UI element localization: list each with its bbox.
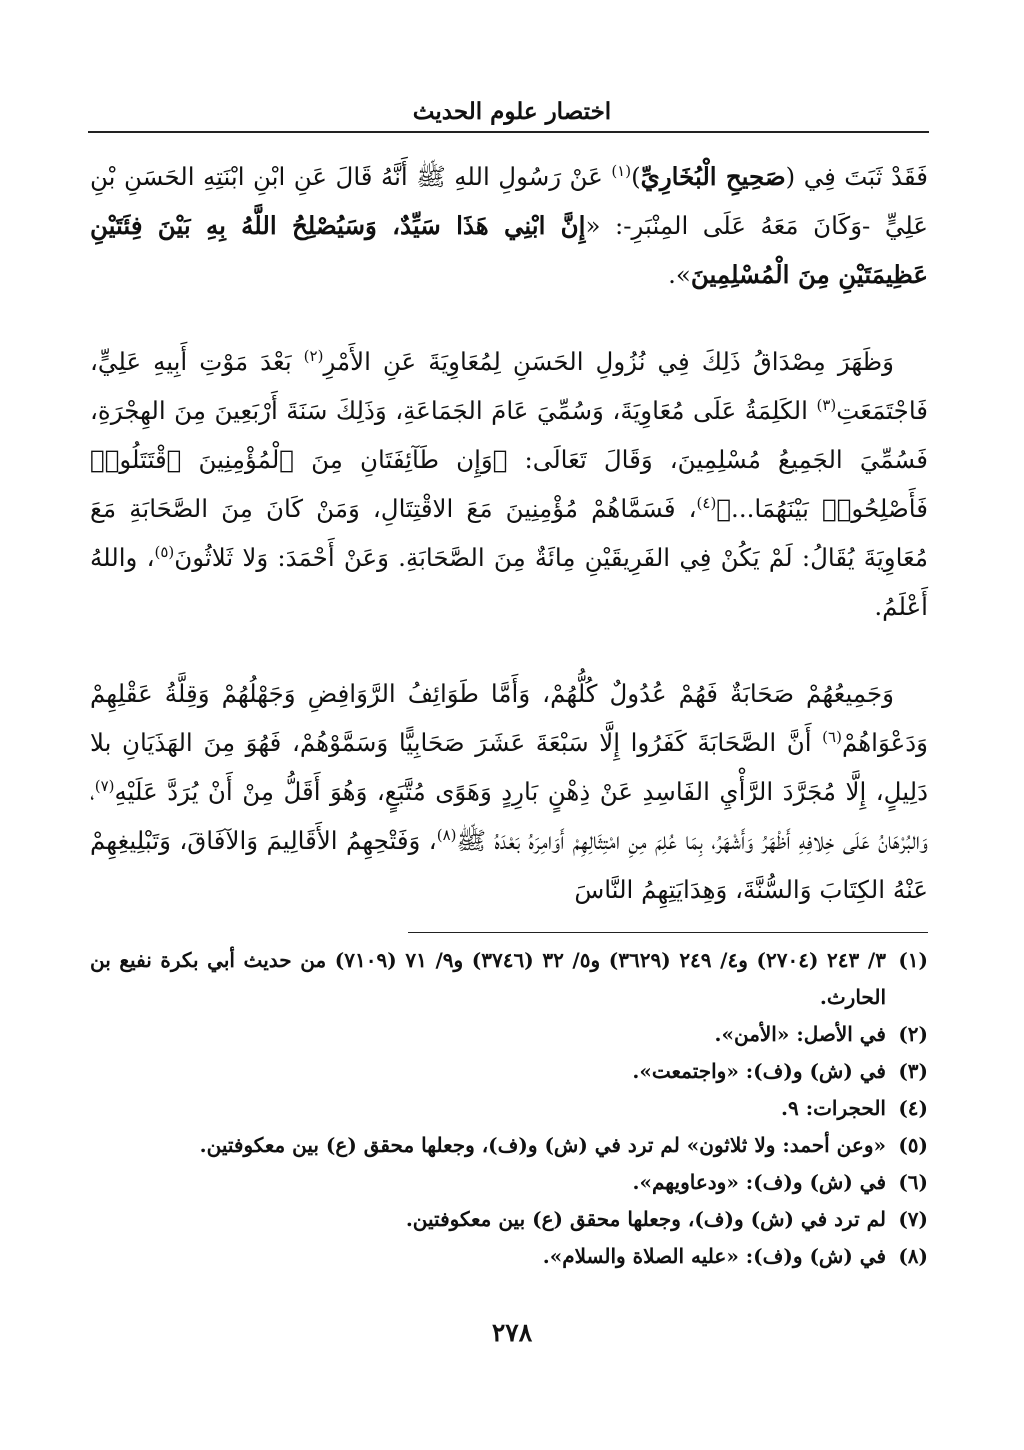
- paragraph-3: وَجَمِيعُهُمْ صَحَابَةٌ فَهُمْ عُدُولٌ كُلُّهُمْ، وَأَمَّا طَوَائِفُ الرَّوَافِضِ وَجَهْلُهُمْ وَقِلَّةُ عَقْلِهِمْ وَدَعْوَاهُمْ$^{(٦)}$ أَنَّ الصَّحَابَةَ كَفَرُوا إِلَّا سَبْعَةَ عَشَرَ صَحَابِيًّا وَسَمَّوْهُمْ، فَهُوَ مِنَ الهَذَيَانِ بلا دَلِيلٍ، إِلَّا مُجَرَّدَ الرَّأْيِ الفَاسِدِ عَنْ ذِهْنٍ بَارِدٍ وَهَوًى مُتَّبَعٍ، وَهُوَ أَقَلُّ مِنْ أَنْ يُرَدَّ عَلَيْهِ$^{(٧)}$، وَالبُرْهَانُ عَلَى خِلافِهِ أَظْهَرُ وَأَشْهَرُ، بِمَا عُلِمَ مِنِ امْتِثَالِهِمْ أَوَامِرَهُ بَعْدَهُ ﷺ$^{(٨)}$، وَفَتْحِهِمُ الأَقَالِيمَ وَالآفَاقَ، وَتَبْلِيغِهِمْ عَنْهُ الكِتَابَ وَالسُّنَّةَ، وَهِدَايَتِهِمُ النَّاسَ: [90, 679, 928, 904]
- footnote-item: (٤) الحجرات: ٩.: [781, 1096, 928, 1120]
- footnote-item: (٣) في (ش) و(ف): «واجتمعت».: [632, 1059, 928, 1083]
- hadith-quote: إِنَّ ابْنِي هَذَا سَيِّدٌ، وَسَيُصْلِحُ اللَّهُ بِهِ بَيْنَ فِئَتَيْنِ عَظِيمَتَيْنِ مِنَ الْمُسْلِمِينَ: [90, 211, 928, 289]
- footnote-ref-8: (٨): [436, 825, 457, 844]
- footnotes: [90, 942, 928, 1275]
- footnote-ref-1: (١): [611, 161, 632, 180]
- footnote-ref-3: (٣): [816, 395, 837, 414]
- main-text: [90, 152, 928, 914]
- footnote-item: (٨) في (ش) و(ف): «عليه الصلاة والسلام».: [542, 1244, 928, 1268]
- paragraph-2: وَظَهَرَ مِصْدَاقُ ذَلِكَ فِي نُزُولِ الحَسَنِ لِمُعَاوِيَةَ عَنِ الأَمْرِ$^{(٢)}$ بَعْدَ مَوْتِ أَبِيهِ عَلِيٍّ، فَاجْتَمَعَتِ$^{(٣)}$ الكَلِمَةُ عَلَى مُعَاوِيَةَ، وَسُمِّيَ عَامَ الجَمَاعَةِ، وَذَلِكَ سَنَةَ أَرْبَعِينَ مِنَ الهِجْرَةِ، فَسُمِّيَ الجَمِيعُ مُسْلِمِينَ، وَقَالَ تَعَالَى: ﴿وَإِن طَآئِفَتَانِ مِنَ ٱلْمُؤْمِنِينَ ٱقْتَتَلُوا۟ فَأَصْلِحُوا۟ بَيْنَهُمَا...﴾$^{(٤)}$، فَسَمَّاهُمْ مُؤْمِنِينَ مَعَ الاقْتِتَالِ، وَمَنْ كَانَ مِنَ الصَّحَابَةِ مَعَ مُعَاوِيَةَ يُقَالُ: لَمْ يَكُنْ فِي الفَرِيقَيْنِ مِائَةٌ مِنَ الصَّحَابَةِ. وَعَنْ أَحْمَدَ: وَلا ثَلاثُونَ$^{(٥)}$، واللهُ أَعْلَمُ.: [90, 346, 929, 621]
- footnote-ref-5: (٥): [154, 542, 175, 561]
- header-rule: [88, 131, 929, 133]
- footnote-ref-4: (٤): [696, 493, 717, 512]
- book-title: صَحِيحِ الْبُخَارِيِّ: [640, 162, 786, 191]
- page-number: ٢٧٨: [491, 1318, 533, 1347]
- running-head: اختصار علوم الحديث: [412, 98, 612, 125]
- footnote-item: (٥) «وعن أحمد: ولا ثلاثون» لم ترد في (ش) و(ف)، وجعلها محقق (ع) بين معكوفتين.: [199, 1133, 928, 1157]
- footnote-ref-2: (٢): [303, 346, 324, 365]
- footnote-rule: [408, 932, 928, 933]
- footnote-ref-7: (٧): [94, 776, 115, 795]
- footnote-item: (٧) لم ترد في (ش) و(ف)، وجعلها محقق (ع) بين معكوفتين.: [405, 1207, 928, 1231]
- paragraph-1: فَقَدْ ثَبَتَ فِي (صَحِيحِ الْبُخَارِيِّ)$^{(١)}$ عَنْ رَسُولِ اللهِ ﷺ أَنَّهُ قَالَ عَنِ ابْنِ ابْنَتِهِ الحَسَنِ بْنِ عَلِيٍّ -وَكَانَ مَعَهُ عَلَى المِنْبَرِ-: «إِنَّ ابْنِي هَذَا سَيِّدٌ، وَسَيُصْلِحُ اللَّهُ بِهِ بَيْنَ فِئَتَيْنِ عَظِيمَتَيْنِ مِنَ الْمُسْلِمِينَ».: [90, 161, 929, 289]
- footnote-ref-6: (٦): [822, 727, 842, 746]
- footnote-item: (١) ٣/ ٢٤٣ (٢٧٠٤) و٤/ ٢٤٩ (٣٦٢٩) و٥/ ٣٢ (٣٧٤٦) و٩/ ٧١ (٧١٠٩) من حديث أبي بكرة نفيع بن الحارث.: [90, 948, 928, 1009]
- footnote-item: (٦) في (ش) و(ف): «ودعاويهم».: [632, 1170, 928, 1194]
- footnote-item: (٢) في الأصل: «الأمن».: [714, 1022, 928, 1046]
